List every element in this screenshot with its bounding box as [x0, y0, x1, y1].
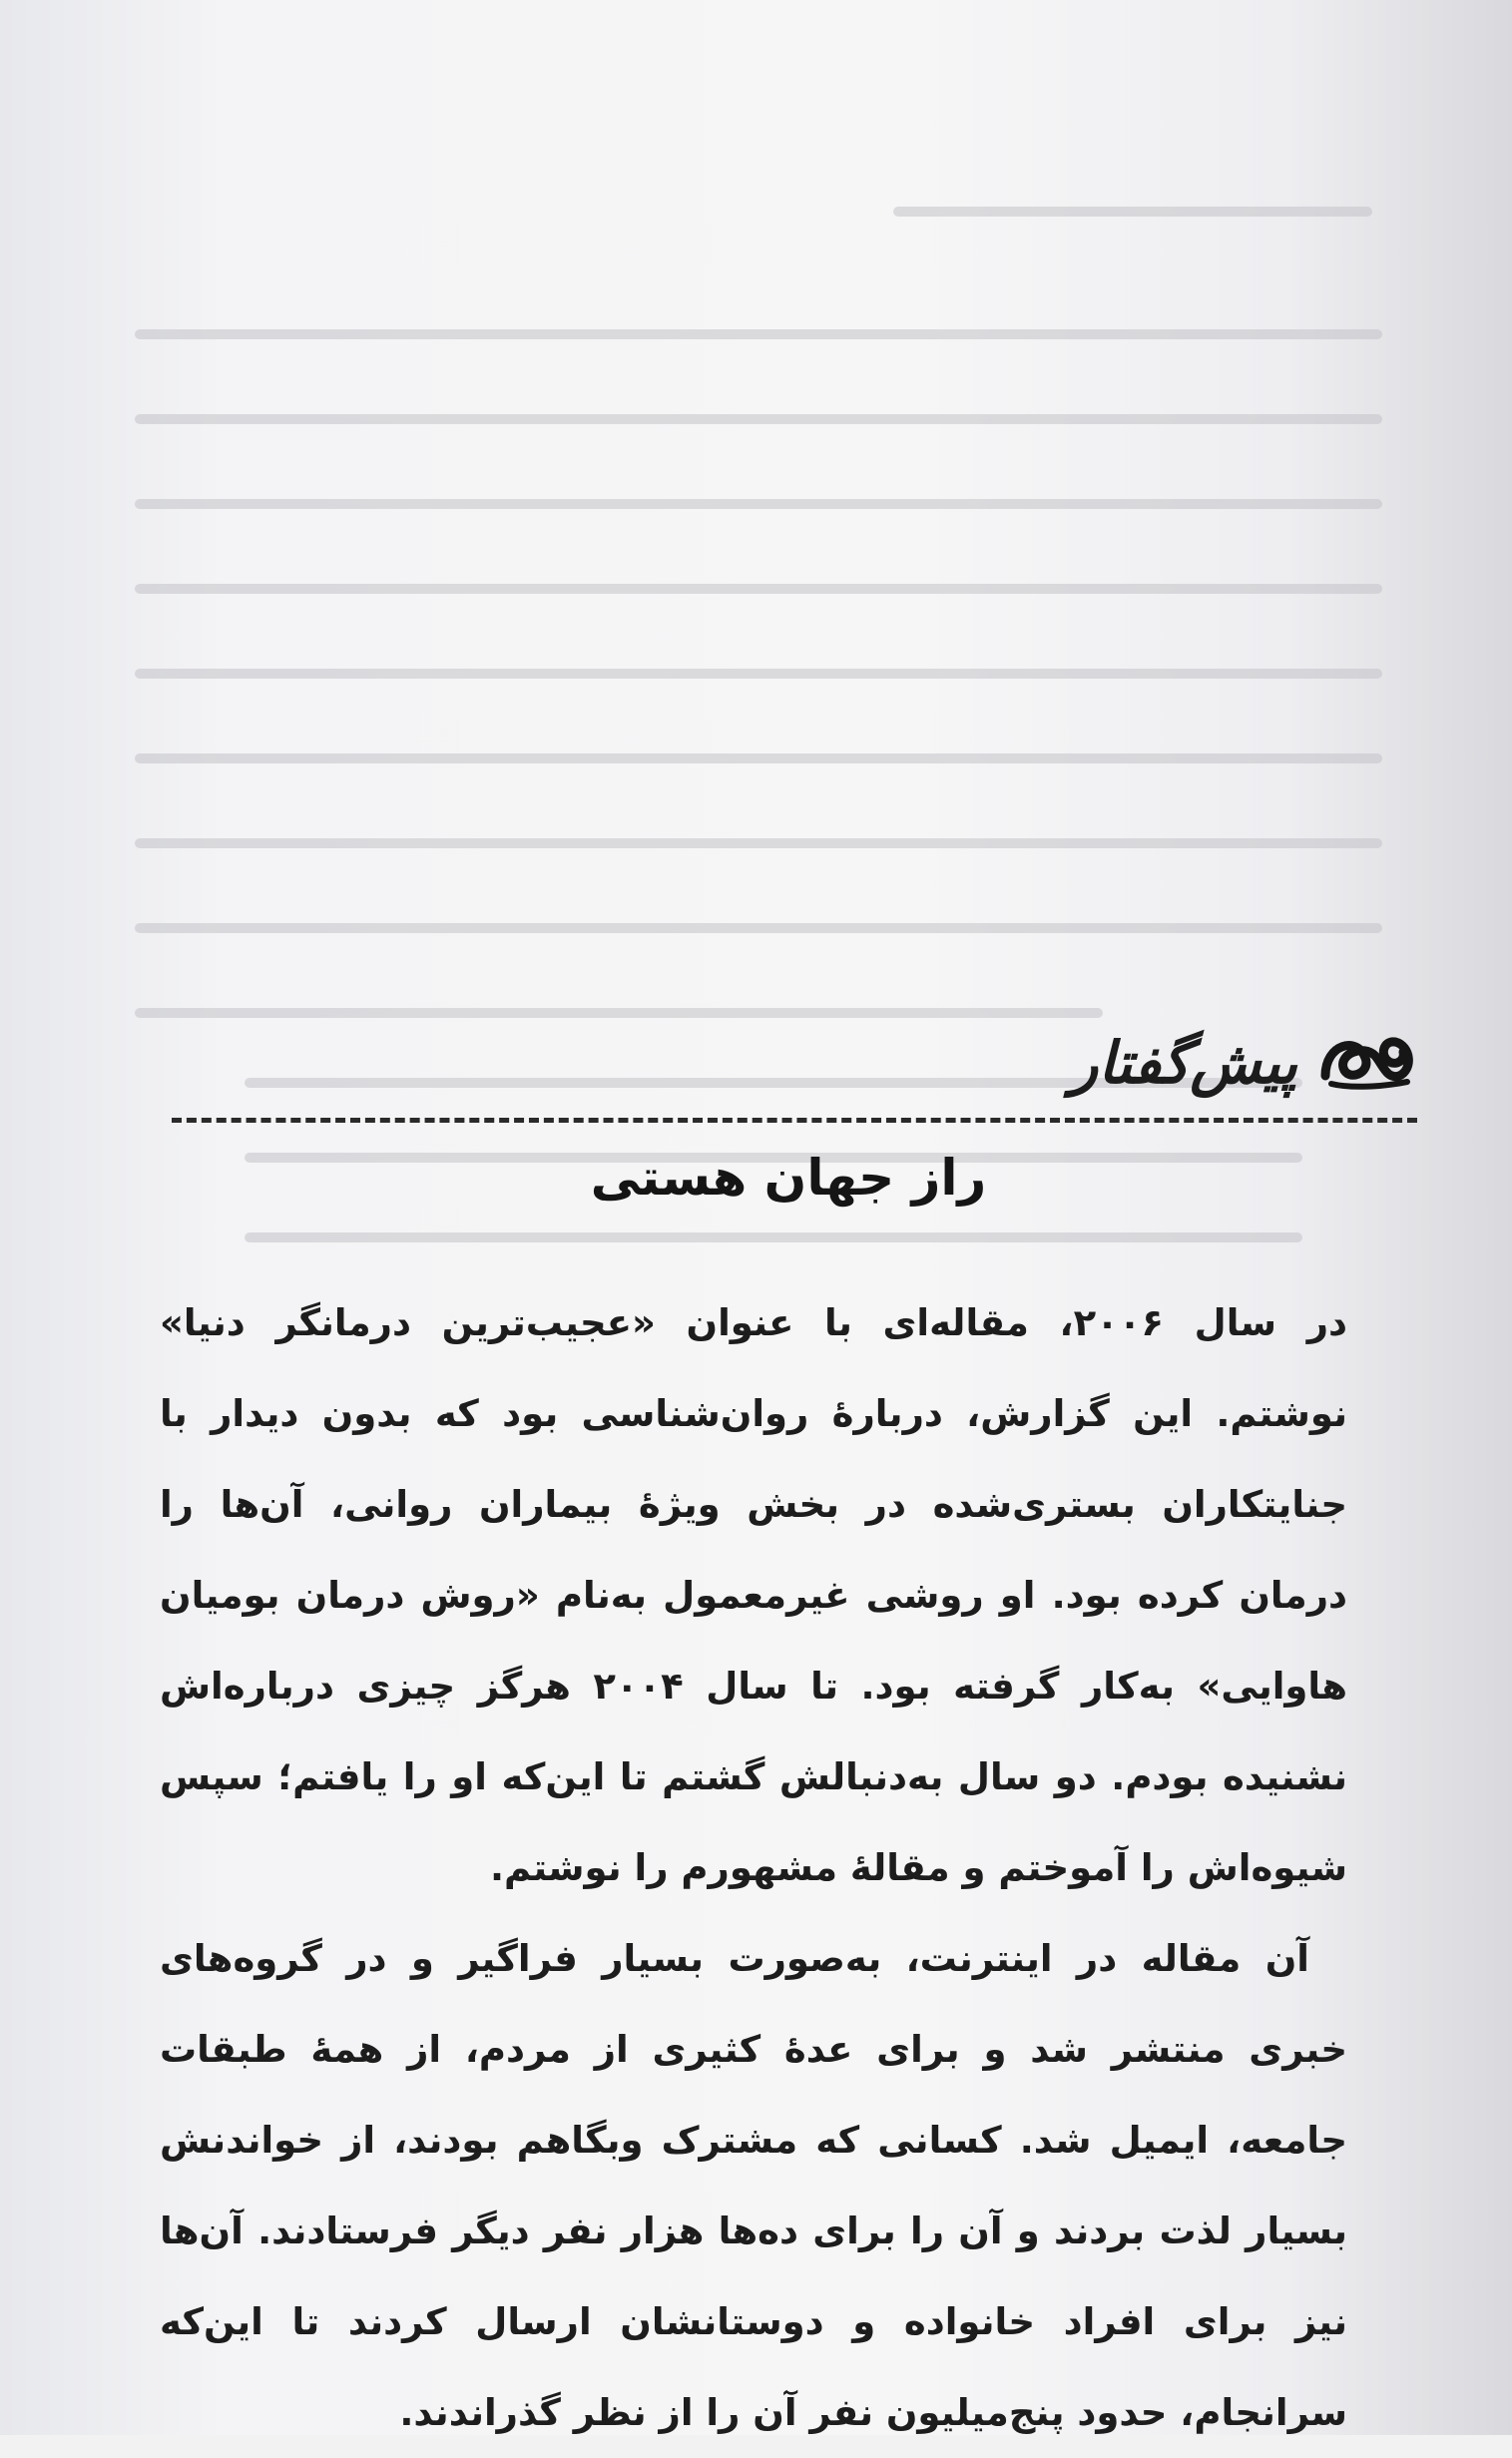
chapter-header	[160, 1018, 1417, 1108]
page-title: راز جهان هستی	[590, 1149, 987, 1207]
chapter-label: پیش‌گفتار	[1070, 1029, 1297, 1097]
flourish-ornament-icon	[1317, 1026, 1417, 1096]
body-text	[160, 1277, 1347, 2458]
paragraph: در سال ۲۰۰۶، مقاله‌ای با عنوان «عجیب‌ترین درمانگر دنیا» نوشتم. این گزارش، دربارهٔ روان‌شناسی بود که بدون دیدار با جنایتکاران بستری‌شده در بخش ویژهٔ بیماران روانی، آن‌ها را درمان کرده بود. او روشی غیرمعمول به‌نام «روش درمان بومیان هاوایی» به‌کار گرفته بود. تا سال ۲۰۰۴ هرگز چیزی درباره‌اش نشنیده بودم. دو سال به‌دنبالش گشتم تا این‌که او را یافتم؛ سپس شیوه‌اش را آموختم و مقالهٔ مشهورم را نوشتم.	[160, 1301, 1347, 1889]
paragraph: آن مقاله در اینترنت، به‌صورت بسیار فراگیر و در گروه‌های خبری منتشر شد و برای عدهٔ کثیری از مردم، از همهٔ طبقات جامعه، ایمیل شد. کسانی که مشترک وبگاهم بودند، از خواندنش بسیار لذت بردند و آن را برای ده‌ها هزار نفر دیگر فرستادند. آن‌ها نیز برای افراد خانواده و دوستانشان ارسال کردند تا این‌که سرانجام، حدود پنج‌میلیون نفر آن را از نظر گذراندند.	[160, 1937, 1347, 2434]
header-divider	[172, 1118, 1417, 1123]
